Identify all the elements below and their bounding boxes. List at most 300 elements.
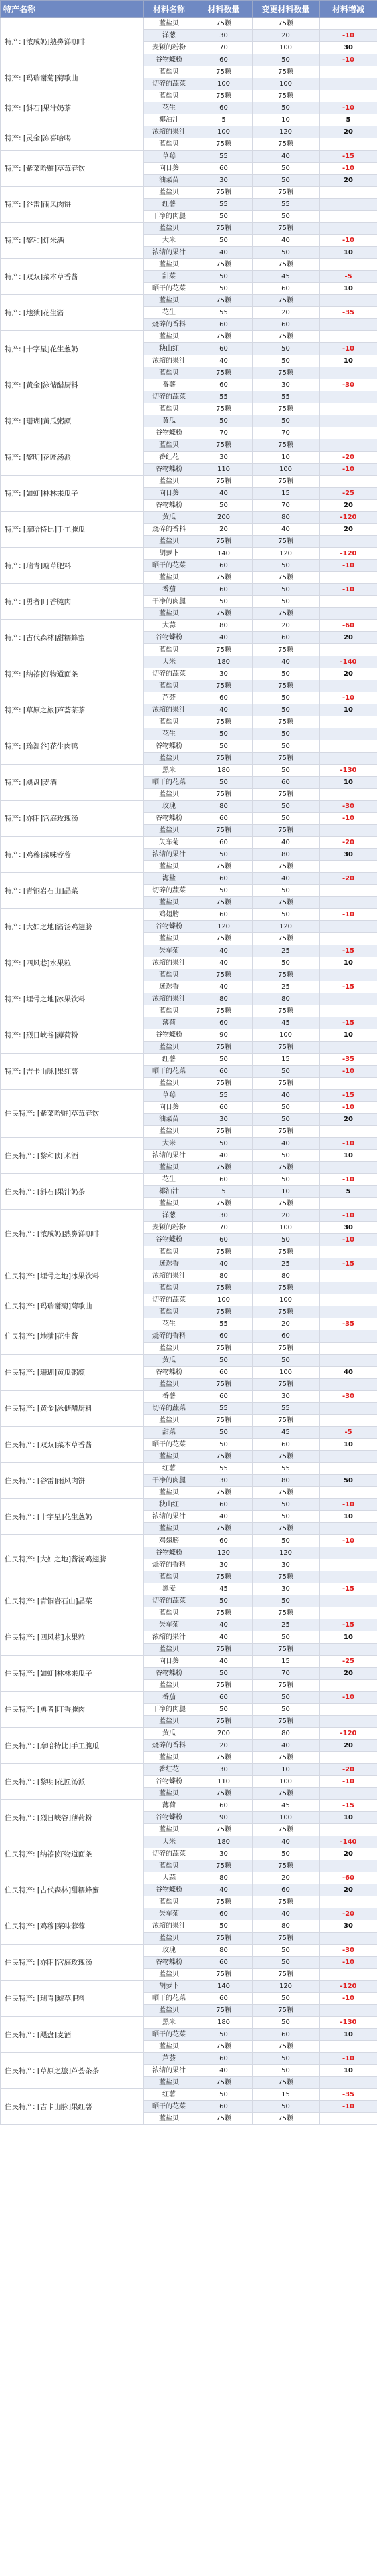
material-name-cell[interactable]: 蓝盐贝	[144, 1896, 195, 1908]
new-quantity-cell[interactable]: 75颗	[253, 403, 320, 415]
material-quantity-cell[interactable]: 75颗	[195, 1306, 253, 1318]
new-quantity-cell[interactable]: 10	[253, 452, 320, 464]
new-quantity-cell[interactable]: 20	[253, 1210, 320, 1222]
delta-cell[interactable]: 20	[320, 632, 377, 644]
delta-cell[interactable]: 10	[320, 704, 377, 716]
specialty-name-cell[interactable]: 特产: [浓咸奶]熟鼻涕咖啡	[1, 18, 144, 66]
material-name-cell[interactable]: 番红花	[144, 1764, 195, 1776]
delta-cell[interactable]: -35	[320, 1054, 377, 1066]
material-quantity-cell[interactable]: 40	[195, 1150, 253, 1162]
new-quantity-cell[interactable]: 50	[253, 1499, 320, 1511]
material-name-cell[interactable]: 蓝盐贝	[144, 753, 195, 765]
specialty-name-cell[interactable]: 住民特产: [地狱]花生酱	[1, 1318, 144, 1355]
delta-cell[interactable]: -10	[320, 560, 377, 572]
material-quantity-cell[interactable]: 50	[195, 1668, 253, 1680]
new-quantity-cell[interactable]: 70	[253, 427, 320, 439]
material-quantity-cell[interactable]: 110	[195, 1776, 253, 1788]
delta-cell[interactable]	[320, 1078, 377, 1090]
new-quantity-cell[interactable]: 60	[253, 319, 320, 331]
specialty-name-cell[interactable]: 住民特产: [飓盘]麦酒	[1, 2017, 144, 2053]
material-quantity-cell[interactable]: 80	[195, 993, 253, 1005]
delta-cell[interactable]: -15	[320, 1017, 377, 1029]
material-name-cell[interactable]: 黄瓜	[144, 1728, 195, 1740]
new-quantity-cell[interactable]: 100	[253, 1294, 320, 1306]
new-quantity-cell[interactable]: 50	[253, 247, 320, 259]
material-quantity-cell[interactable]: 75颗	[195, 753, 253, 765]
material-quantity-cell[interactable]: 75颗	[195, 476, 253, 488]
delta-cell[interactable]: -35	[320, 2089, 377, 2101]
delta-cell[interactable]	[320, 897, 377, 909]
new-quantity-cell[interactable]: 40	[253, 235, 320, 247]
delta-cell[interactable]: 30	[320, 849, 377, 861]
new-quantity-cell[interactable]: 80	[253, 1920, 320, 1933]
new-quantity-cell[interactable]: 60	[253, 283, 320, 295]
specialty-name-cell[interactable]: 住民特产: [双双]菜本草香酱	[1, 1427, 144, 1463]
delta-cell[interactable]: -10	[320, 343, 377, 355]
delta-cell[interactable]: -35	[320, 1318, 377, 1330]
new-quantity-cell[interactable]: 80	[253, 1270, 320, 1282]
material-name-cell[interactable]: 花生	[144, 1318, 195, 1330]
material-name-cell[interactable]: 晒干的花菜	[144, 283, 195, 295]
specialty-name-cell[interactable]: 特产: [古代森林]甜糯蜂蜜	[1, 620, 144, 656]
material-quantity-cell[interactable]: 75颗	[195, 2077, 253, 2089]
new-quantity-cell[interactable]: 75颗	[253, 644, 320, 656]
material-name-cell[interactable]: 蓝盐贝	[144, 1282, 195, 1294]
delta-cell[interactable]	[320, 1306, 377, 1318]
new-quantity-cell[interactable]: 50	[253, 355, 320, 367]
material-quantity-cell[interactable]: 60	[195, 1535, 253, 1547]
new-quantity-cell[interactable]: 25	[253, 945, 320, 957]
delta-cell[interactable]	[320, 2005, 377, 2017]
material-name-cell[interactable]: 椰油汁	[144, 1186, 195, 1198]
new-quantity-cell[interactable]: 75颗	[253, 825, 320, 837]
new-quantity-cell[interactable]: 15	[253, 2089, 320, 2101]
material-quantity-cell[interactable]: 180	[195, 1836, 253, 1848]
delta-cell[interactable]: 20	[320, 668, 377, 680]
delta-cell[interactable]	[320, 2077, 377, 2089]
new-quantity-cell[interactable]: 75颗	[253, 90, 320, 102]
material-name-cell[interactable]: 浓缩的果汁	[144, 1920, 195, 1933]
new-quantity-cell[interactable]: 50	[253, 801, 320, 813]
delta-cell[interactable]	[320, 1294, 377, 1306]
new-quantity-cell[interactable]: 75颗	[253, 1415, 320, 1427]
delta-cell[interactable]	[320, 66, 377, 78]
material-name-cell[interactable]: 蓝盐贝	[144, 259, 195, 271]
new-quantity-cell[interactable]: 120	[253, 1547, 320, 1559]
delta-cell[interactable]	[320, 825, 377, 837]
new-quantity-cell[interactable]: 10	[253, 114, 320, 126]
material-name-cell[interactable]: 谷物蝶粉	[144, 813, 195, 825]
new-quantity-cell[interactable]: 75颗	[253, 2077, 320, 2089]
new-quantity-cell[interactable]: 60	[253, 1439, 320, 1451]
new-quantity-cell[interactable]: 75颗	[253, 969, 320, 981]
material-name-cell[interactable]: 红薯	[144, 1054, 195, 1066]
material-quantity-cell[interactable]: 40	[195, 1619, 253, 1631]
new-quantity-cell[interactable]: 120	[253, 1981, 320, 1993]
new-quantity-cell[interactable]: 40	[253, 873, 320, 885]
new-quantity-cell[interactable]: 25	[253, 1619, 320, 1631]
material-name-cell[interactable]: 蓝盐贝	[144, 1343, 195, 1355]
specialty-name-cell[interactable]: 住民特产: [亦阳]宫庭玫瑰汤	[1, 1945, 144, 1981]
delta-cell[interactable]	[320, 187, 377, 199]
material-name-cell[interactable]: 蓝盐贝	[144, 367, 195, 379]
material-name-cell[interactable]: 蓝盐贝	[144, 572, 195, 584]
delta-cell[interactable]	[320, 1379, 377, 1391]
new-quantity-cell[interactable]: 30	[253, 1391, 320, 1403]
new-quantity-cell[interactable]: 20	[253, 307, 320, 319]
material-quantity-cell[interactable]: 50	[195, 1054, 253, 1066]
material-quantity-cell[interactable]: 100	[195, 126, 253, 138]
material-name-cell[interactable]: 切碎的蔬菜	[144, 885, 195, 897]
delta-cell[interactable]: 30	[320, 42, 377, 54]
material-quantity-cell[interactable]: 75颗	[195, 331, 253, 343]
specialty-name-cell[interactable]: 特产: [十字星]花生葱奶	[1, 331, 144, 367]
material-name-cell[interactable]: 矢车菊	[144, 837, 195, 849]
new-quantity-cell[interactable]: 75颗	[253, 572, 320, 584]
material-name-cell[interactable]: 蓝盐贝	[144, 1607, 195, 1619]
new-quantity-cell[interactable]: 50	[253, 584, 320, 596]
delta-cell[interactable]: -15	[320, 1090, 377, 1102]
material-quantity-cell[interactable]: 40	[195, 488, 253, 500]
material-quantity-cell[interactable]: 40	[195, 247, 253, 259]
material-name-cell[interactable]: 浓缩的果汁	[144, 1631, 195, 1644]
material-name-cell[interactable]: 蓝盐贝	[144, 90, 195, 102]
material-quantity-cell[interactable]: 60	[195, 1017, 253, 1029]
material-quantity-cell[interactable]: 50	[195, 415, 253, 427]
delta-cell[interactable]: 20	[320, 1884, 377, 1896]
new-quantity-cell[interactable]: 75颗	[253, 861, 320, 873]
material-name-cell[interactable]: 浓缩的果汁	[144, 849, 195, 861]
new-quantity-cell[interactable]: 40	[253, 1740, 320, 1752]
delta-cell[interactable]	[320, 1824, 377, 1836]
new-quantity-cell[interactable]: 80	[253, 1728, 320, 1740]
delta-cell[interactable]	[320, 2041, 377, 2053]
new-quantity-cell[interactable]: 70	[253, 1668, 320, 1680]
material-name-cell[interactable]: 浓缩的果汁	[144, 2065, 195, 2077]
material-name-cell[interactable]: 番薯	[144, 379, 195, 391]
material-name-cell[interactable]: 切碎的蔬菜	[144, 1848, 195, 1860]
material-quantity-cell[interactable]: 75颗	[195, 1451, 253, 1463]
material-quantity-cell[interactable]: 40	[195, 1511, 253, 1523]
material-quantity-cell[interactable]: 75颗	[195, 680, 253, 692]
material-name-cell[interactable]: 烧碎的香料	[144, 1740, 195, 1752]
material-quantity-cell[interactable]: 75颗	[195, 1571, 253, 1583]
new-quantity-cell[interactable]: 50	[253, 175, 320, 187]
material-quantity-cell[interactable]: 75颗	[195, 1644, 253, 1656]
material-quantity-cell[interactable]: 50	[195, 1355, 253, 1367]
material-name-cell[interactable]: 草莓	[144, 1090, 195, 1102]
new-quantity-cell[interactable]: 75颗	[253, 1198, 320, 1210]
new-quantity-cell[interactable]: 55	[253, 199, 320, 211]
header-quantity[interactable]: 材料数量	[195, 1, 253, 18]
delta-cell[interactable]	[320, 403, 377, 415]
material-name-cell[interactable]: 番茄	[144, 584, 195, 596]
material-name-cell[interactable]: 蓝盐贝	[144, 1306, 195, 1318]
material-quantity-cell[interactable]: 40	[195, 981, 253, 993]
new-quantity-cell[interactable]: 75颗	[253, 1680, 320, 1692]
specialty-name-cell[interactable]: 住民特产: [勇者]叮香腌肉	[1, 1692, 144, 1728]
specialty-name-cell[interactable]: 特产: [四风巷]水果粒	[1, 945, 144, 981]
material-name-cell[interactable]: 洋葱	[144, 1210, 195, 1222]
new-quantity-cell[interactable]: 50	[253, 1234, 320, 1246]
delta-cell[interactable]: 5	[320, 114, 377, 126]
material-name-cell[interactable]: 油菜苗	[144, 175, 195, 187]
delta-cell[interactable]: -10	[320, 1499, 377, 1511]
material-name-cell[interactable]: 谷物蝶粉	[144, 1668, 195, 1680]
specialty-name-cell[interactable]: 特产: [玛瑞谢菊]菊歌曲	[1, 66, 144, 90]
material-quantity-cell[interactable]: 60	[195, 54, 253, 66]
delta-cell[interactable]: 20	[320, 1848, 377, 1860]
material-name-cell[interactable]: 花生	[144, 728, 195, 740]
delta-cell[interactable]: -15	[320, 1619, 377, 1631]
material-quantity-cell[interactable]: 60	[195, 1367, 253, 1379]
material-quantity-cell[interactable]: 60	[195, 1957, 253, 1969]
delta-cell[interactable]: 10	[320, 1631, 377, 1644]
new-quantity-cell[interactable]: 75颗	[253, 1788, 320, 1800]
material-name-cell[interactable]: 蓝盐贝	[144, 608, 195, 620]
new-quantity-cell[interactable]: 50	[253, 692, 320, 704]
material-name-cell[interactable]: 甜菜	[144, 1427, 195, 1439]
material-quantity-cell[interactable]: 50	[195, 500, 253, 512]
material-name-cell[interactable]: 矢车菊	[144, 1908, 195, 1920]
delta-cell[interactable]: -10	[320, 1138, 377, 1150]
material-quantity-cell[interactable]: 50	[195, 1427, 253, 1439]
delta-cell[interactable]	[320, 728, 377, 740]
material-quantity-cell[interactable]: 40	[195, 1631, 253, 1644]
material-quantity-cell[interactable]: 75颗	[195, 861, 253, 873]
material-quantity-cell[interactable]: 75颗	[195, 608, 253, 620]
specialty-name-cell[interactable]: 住民特产: [玛瑞谢菊]菊歌曲	[1, 1294, 144, 1318]
delta-cell[interactable]: -30	[320, 1945, 377, 1957]
delta-cell[interactable]	[320, 885, 377, 897]
delta-cell[interactable]	[320, 259, 377, 271]
material-quantity-cell[interactable]: 55	[195, 199, 253, 211]
material-quantity-cell[interactable]: 50	[195, 235, 253, 247]
header-new-quantity[interactable]: 变更材料数量	[253, 1, 320, 18]
material-name-cell[interactable]: 切碎的蔬菜	[144, 668, 195, 680]
header-material[interactable]: 材料名称	[144, 1, 195, 18]
material-name-cell[interactable]: 蓝盐贝	[144, 1752, 195, 1764]
new-quantity-cell[interactable]: 60	[253, 1884, 320, 1896]
specialty-name-cell[interactable]: 特产: [草原之旅]芦荟茶茶	[1, 692, 144, 728]
new-quantity-cell[interactable]: 15	[253, 1656, 320, 1668]
material-quantity-cell[interactable]: 75颗	[195, 1969, 253, 1981]
material-name-cell[interactable]: 浓缩的果汁	[144, 957, 195, 969]
delta-cell[interactable]: -10	[320, 1993, 377, 2005]
new-quantity-cell[interactable]: 100	[253, 1029, 320, 1042]
material-quantity-cell[interactable]: 80	[195, 1872, 253, 1884]
delta-cell[interactable]	[320, 1355, 377, 1367]
delta-cell[interactable]: 5	[320, 1186, 377, 1198]
delta-cell[interactable]	[320, 1343, 377, 1355]
new-quantity-cell[interactable]: 50	[253, 1848, 320, 1860]
delta-cell[interactable]	[320, 680, 377, 692]
material-quantity-cell[interactable]: 75颗	[195, 716, 253, 728]
delta-cell[interactable]	[320, 608, 377, 620]
material-name-cell[interactable]: 蓝盐贝	[144, 644, 195, 656]
material-name-cell[interactable]: 黑麦	[144, 1583, 195, 1595]
delta-cell[interactable]	[320, 1282, 377, 1294]
new-quantity-cell[interactable]: 40	[253, 656, 320, 668]
delta-cell[interactable]	[320, 596, 377, 608]
specialty-name-cell[interactable]: 住民特产: [烈日峡谷]薄荷粉	[1, 1800, 144, 1836]
material-quantity-cell[interactable]: 75颗	[195, 1933, 253, 1945]
material-name-cell[interactable]: 蓝盐贝	[144, 66, 195, 78]
new-quantity-cell[interactable]: 100	[253, 1367, 320, 1379]
material-quantity-cell[interactable]: 60	[195, 1993, 253, 2005]
material-name-cell[interactable]: 大蒜	[144, 620, 195, 632]
delta-cell[interactable]: -140	[320, 1836, 377, 1848]
specialty-name-cell[interactable]: 住民特产: [青铜岩石山]晶菜	[1, 1583, 144, 1619]
new-quantity-cell[interactable]: 75颗	[253, 476, 320, 488]
new-quantity-cell[interactable]: 75颗	[253, 2005, 320, 2017]
delta-cell[interactable]	[320, 211, 377, 223]
material-name-cell[interactable]: 蓝盐贝	[144, 1078, 195, 1090]
material-quantity-cell[interactable]: 75颗	[195, 1042, 253, 1054]
new-quantity-cell[interactable]: 50	[253, 596, 320, 608]
material-name-cell[interactable]: 向日葵	[144, 488, 195, 500]
material-quantity-cell[interactable]: 75颗	[195, 897, 253, 909]
new-quantity-cell[interactable]: 40	[253, 1090, 320, 1102]
material-name-cell[interactable]: 谷物蝶粉	[144, 632, 195, 644]
material-name-cell[interactable]: 烧碎的香料	[144, 319, 195, 331]
material-name-cell[interactable]: 黑米	[144, 2017, 195, 2029]
delta-cell[interactable]: -10	[320, 1174, 377, 1186]
new-quantity-cell[interactable]: 20	[253, 1318, 320, 1330]
material-quantity-cell[interactable]: 30	[195, 452, 253, 464]
material-quantity-cell[interactable]: 75颗	[195, 18, 253, 30]
new-quantity-cell[interactable]: 50	[253, 1174, 320, 1186]
delta-cell[interactable]: -15	[320, 1583, 377, 1595]
delta-cell[interactable]: -10	[320, 1102, 377, 1114]
delta-cell[interactable]	[320, 1198, 377, 1210]
material-quantity-cell[interactable]: 50	[195, 1439, 253, 1451]
specialty-name-cell[interactable]: 住民特产: [瑞青]琥草肥料	[1, 1981, 144, 2017]
specialty-name-cell[interactable]: 住民特产: [黎和]灯米酒	[1, 1138, 144, 1174]
delta-cell[interactable]: -15	[320, 151, 377, 163]
material-quantity-cell[interactable]: 40	[195, 957, 253, 969]
material-quantity-cell[interactable]: 80	[195, 620, 253, 632]
material-quantity-cell[interactable]: 60	[195, 909, 253, 921]
material-quantity-cell[interactable]: 75颗	[195, 1824, 253, 1836]
delta-cell[interactable]	[320, 1933, 377, 1945]
new-quantity-cell[interactable]: 40	[253, 837, 320, 849]
specialty-name-cell[interactable]: 特产: [如虹]林林来瓜子	[1, 476, 144, 512]
material-quantity-cell[interactable]: 50	[195, 2029, 253, 2041]
material-name-cell[interactable]: 蓝盐贝	[144, 1379, 195, 1391]
material-quantity-cell[interactable]: 40	[195, 355, 253, 367]
material-name-cell[interactable]: 花生	[144, 102, 195, 114]
material-name-cell[interactable]: 洋葱	[144, 30, 195, 42]
delta-cell[interactable]	[320, 1571, 377, 1583]
delta-cell[interactable]	[320, 1680, 377, 1692]
material-name-cell[interactable]: 蓝盐贝	[144, 1162, 195, 1174]
new-quantity-cell[interactable]: 75颗	[253, 1126, 320, 1138]
material-quantity-cell[interactable]: 50	[195, 2089, 253, 2101]
material-name-cell[interactable]: 秧山红	[144, 343, 195, 355]
new-quantity-cell[interactable]: 75颗	[253, 1644, 320, 1656]
specialty-name-cell[interactable]: 特产: [瑜湿谷]花生肉鸭	[1, 728, 144, 765]
material-name-cell[interactable]: 向日葵	[144, 1656, 195, 1668]
material-quantity-cell[interactable]: 75颗	[195, 1752, 253, 1764]
new-quantity-cell[interactable]: 75颗	[253, 18, 320, 30]
material-name-cell[interactable]: 花生	[144, 1174, 195, 1186]
new-quantity-cell[interactable]: 50	[253, 1704, 320, 1716]
material-quantity-cell[interactable]: 75颗	[195, 187, 253, 199]
material-name-cell[interactable]: 麦颗的粉粉	[144, 1222, 195, 1234]
delta-cell[interactable]	[320, 1547, 377, 1559]
delta-cell[interactable]: 20	[320, 126, 377, 138]
specialty-name-cell[interactable]: 住民特产: [斜石]果汁奶茶	[1, 1174, 144, 1210]
material-quantity-cell[interactable]: 75颗	[195, 825, 253, 837]
new-quantity-cell[interactable]: 25	[253, 1258, 320, 1270]
material-quantity-cell[interactable]: 50	[195, 283, 253, 295]
material-name-cell[interactable]: 干净的肉腿	[144, 596, 195, 608]
material-name-cell[interactable]: 谷物蝶粉	[144, 1957, 195, 1969]
delta-cell[interactable]: -10	[320, 813, 377, 825]
delta-cell[interactable]: -10	[320, 235, 377, 247]
material-quantity-cell[interactable]: 75颗	[195, 1788, 253, 1800]
material-quantity-cell[interactable]: 200	[195, 512, 253, 524]
material-quantity-cell[interactable]: 60	[195, 319, 253, 331]
material-quantity-cell[interactable]: 75颗	[195, 295, 253, 307]
specialty-name-cell[interactable]: 住民特产: [吉卡山脉]果红薯	[1, 2089, 144, 2125]
material-quantity-cell[interactable]: 45	[195, 1583, 253, 1595]
new-quantity-cell[interactable]: 45	[253, 1800, 320, 1812]
new-quantity-cell[interactable]: 10	[253, 1186, 320, 1198]
specialty-name-cell[interactable]: 住民特产: [纳禧]好物道面条	[1, 1836, 144, 1872]
delta-cell[interactable]: 50	[320, 1475, 377, 1487]
material-name-cell[interactable]: 甜菜	[144, 271, 195, 283]
delta-cell[interactable]	[320, 969, 377, 981]
material-quantity-cell[interactable]: 30	[195, 1848, 253, 1860]
material-quantity-cell[interactable]: 140	[195, 1981, 253, 1993]
delta-cell[interactable]: -20	[320, 1764, 377, 1776]
delta-cell[interactable]	[320, 1716, 377, 1728]
material-quantity-cell[interactable]: 75颗	[195, 2041, 253, 2053]
material-name-cell[interactable]: 蓝盐贝	[144, 536, 195, 548]
delta-cell[interactable]: -30	[320, 379, 377, 391]
specialty-name-cell[interactable]: 住民特产: [摩哈特比]手工腌瓜	[1, 1728, 144, 1764]
material-quantity-cell[interactable]: 60	[195, 813, 253, 825]
delta-cell[interactable]: -25	[320, 1656, 377, 1668]
new-quantity-cell[interactable]: 50	[253, 1993, 320, 2005]
delta-cell[interactable]: 10	[320, 2029, 377, 2041]
specialty-name-cell[interactable]: 特产: [青铜岩石山]晶菜	[1, 873, 144, 909]
delta-cell[interactable]: -15	[320, 1258, 377, 1270]
material-name-cell[interactable]: 蓝盐贝	[144, 403, 195, 415]
new-quantity-cell[interactable]: 50	[253, 728, 320, 740]
material-quantity-cell[interactable]: 75颗	[195, 1126, 253, 1138]
material-quantity-cell[interactable]: 60	[195, 1174, 253, 1186]
new-quantity-cell[interactable]: 75颗	[253, 897, 320, 909]
material-quantity-cell[interactable]: 50	[195, 777, 253, 789]
material-name-cell[interactable]: 胡萝卜	[144, 1981, 195, 1993]
new-quantity-cell[interactable]: 50	[253, 1511, 320, 1523]
material-quantity-cell[interactable]: 50	[195, 596, 253, 608]
material-quantity-cell[interactable]: 30	[195, 1114, 253, 1126]
delta-cell[interactable]: 10	[320, 1150, 377, 1162]
material-quantity-cell[interactable]: 80	[195, 1945, 253, 1957]
delta-cell[interactable]	[320, 331, 377, 343]
delta-cell[interactable]: 40	[320, 1367, 377, 1379]
new-quantity-cell[interactable]: 50	[253, 1957, 320, 1969]
specialty-name-cell[interactable]: 特产: [烈日峡谷]薄荷粉	[1, 1017, 144, 1054]
material-name-cell[interactable]: 切碎的蔬菜	[144, 1595, 195, 1607]
material-quantity-cell[interactable]: 75颗	[195, 1282, 253, 1294]
material-name-cell[interactable]: 蓝盐贝	[144, 2113, 195, 2125]
new-quantity-cell[interactable]: 75颗	[253, 1860, 320, 1872]
